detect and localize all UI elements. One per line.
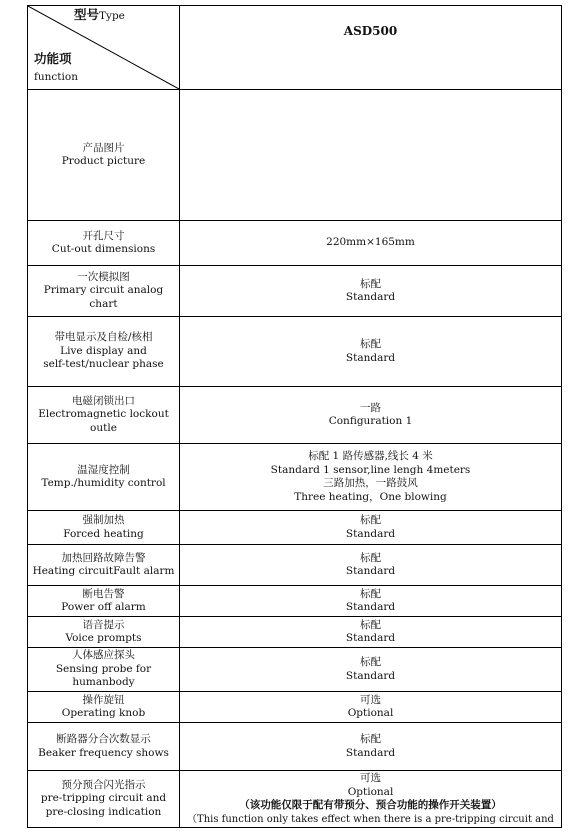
value-cell — [180, 545, 562, 586]
value-cell — [180, 511, 562, 545]
value-cn: 标配 — [360, 551, 381, 564]
table-row — [28, 723, 562, 771]
table-row — [28, 266, 562, 317]
function-name-en: Power off alarm — [61, 601, 146, 613]
value-en: Standard — [345, 746, 396, 759]
table-row — [28, 317, 562, 387]
value-cell — [180, 444, 562, 511]
value-cell — [180, 317, 562, 387]
value-cn: 标配 — [360, 618, 381, 631]
value-en: Optional — [347, 707, 394, 719]
table-row — [28, 387, 562, 444]
value-cell — [180, 387, 562, 444]
value-text: 220mm×165mm — [326, 236, 415, 249]
value-cn: 一路 — [360, 401, 381, 414]
value-cn: 标配 — [360, 277, 381, 290]
function-name-en: humanbody — [72, 676, 135, 689]
table-row — [28, 90, 562, 221]
table-row — [28, 221, 562, 266]
function-name-en: Primary circuit analog chart — [43, 284, 164, 310]
function-cell — [28, 692, 180, 723]
model-name: ASD500 — [343, 24, 398, 39]
function-name-en: Operating knob — [61, 707, 146, 719]
table-row — [28, 617, 562, 648]
function-name-cn: 一次模拟图 — [77, 270, 130, 283]
value-cn: 可选 — [360, 772, 381, 784]
function-name-en: outle — [90, 421, 117, 434]
spec-table — [27, 5, 562, 828]
function-label-en: function — [34, 71, 78, 83]
table-row — [28, 444, 562, 511]
value-en: Standard — [345, 291, 396, 303]
function-name-en: Sensing probe for — [55, 662, 152, 675]
function-name-cn: 强制加热 — [82, 514, 125, 526]
value-en: Standard — [345, 527, 396, 540]
model-cell — [180, 6, 562, 90]
function-name-cn: 人体感应探头 — [72, 649, 135, 662]
value-en: Optional — [347, 785, 394, 798]
value-en: Standard — [345, 565, 396, 577]
value-en: Standard — [345, 669, 396, 682]
value-cell — [180, 771, 562, 828]
value-en: Three heating，One blowing — [294, 490, 447, 503]
value-cell — [180, 648, 562, 692]
function-cell — [28, 90, 180, 221]
value-en: Standard — [345, 632, 396, 644]
function-name-cn: 产品图片 — [82, 141, 125, 154]
function-name-en: Forced heating — [63, 527, 144, 540]
value-en: Standard 1 sensor,line lengh 4meters — [270, 463, 471, 476]
function-name-cn: 带电显示及自检/核相 — [54, 331, 153, 344]
value-en: Standard — [345, 601, 396, 613]
value-cn: 标配 — [360, 587, 381, 600]
function-name-en: Beaker frequency shows — [38, 746, 169, 759]
function-name-en: Temp./humidity control — [41, 477, 166, 489]
table-row — [28, 771, 562, 828]
function-name-cn: 断路器分合次数显示 — [56, 733, 151, 745]
type-label — [74, 8, 125, 24]
header-row — [28, 6, 562, 90]
function-name-en: pre-closing indication — [45, 805, 162, 818]
value-cell — [180, 586, 562, 617]
function-cell — [28, 617, 180, 648]
value-cell — [180, 617, 562, 648]
function-name-cn: 温湿度控制 — [77, 463, 130, 476]
function-cell — [28, 221, 180, 266]
value-cn: 标配 — [360, 656, 381, 668]
note-cn: （该功能仅限于配有带预分、预合功能的操作开关装置） — [239, 799, 502, 811]
function-cell — [28, 317, 180, 387]
value-en: Configuration 1 — [328, 415, 413, 427]
table-row — [28, 648, 562, 692]
product-picture-cell — [180, 90, 562, 221]
value-cn: 标配 — [360, 338, 381, 350]
type-label-en: Type — [99, 10, 125, 22]
function-cell — [28, 648, 180, 692]
value-cell — [180, 723, 562, 771]
function-name-cn: 开孔尺寸 — [82, 229, 125, 242]
table-row — [28, 692, 562, 723]
function-cell — [28, 586, 180, 617]
function-name-en: Electromagnetic lockout — [38, 408, 169, 421]
value-cn: 标配 — [360, 733, 381, 745]
value-cn: 标配 — [360, 514, 381, 526]
function-name-en: Voice prompts — [65, 632, 142, 644]
function-cell — [28, 723, 180, 771]
value-cell — [180, 692, 562, 723]
value-cn: 可选 — [360, 693, 381, 706]
header-cell — [28, 6, 180, 90]
value-en: Standard — [345, 351, 396, 364]
function-name-cn: 预分预合闪光指示 — [61, 778, 146, 791]
table-row — [28, 586, 562, 617]
function-cell — [28, 444, 180, 511]
function-name-en: Product picture — [61, 155, 146, 167]
value-cell — [180, 221, 562, 266]
value-cn: 三路加热，一路鼓风 — [323, 477, 418, 489]
function-name-en: Cut-out dimensions — [51, 243, 156, 255]
function-cell — [28, 511, 180, 545]
function-name-en: Live display and — [60, 344, 147, 357]
function-cell — [28, 545, 180, 586]
function-name-cn: 语音提示 — [82, 618, 125, 631]
function-name-cn: 加热回路故障告警 — [61, 551, 146, 564]
function-label-cn: 功能项 — [34, 51, 72, 66]
function-name-cn: 断电告警 — [82, 587, 125, 600]
note-en: （This function only takes effect when there is a pre-tripping circuit and — [187, 813, 554, 825]
function-name-cn: 操作旋钮 — [82, 693, 125, 706]
value-cn: 标配 1 路传感器,线长 4 米 — [308, 450, 433, 462]
table-row — [28, 511, 562, 545]
table-row — [28, 545, 562, 586]
function-name-cn: 电磁闭锁出口 — [72, 394, 135, 407]
function-name-en: Heating circuitFault alarm — [32, 565, 175, 577]
function-cell — [28, 266, 180, 317]
function-cell — [28, 387, 180, 444]
type-label-cn: 型号 — [74, 7, 100, 22]
value-cell — [180, 266, 562, 317]
function-name-en: self-test/nuclear phase — [43, 358, 164, 371]
function-cell — [28, 771, 180, 828]
function-name-en: pre-tripping circuit and — [40, 792, 167, 805]
